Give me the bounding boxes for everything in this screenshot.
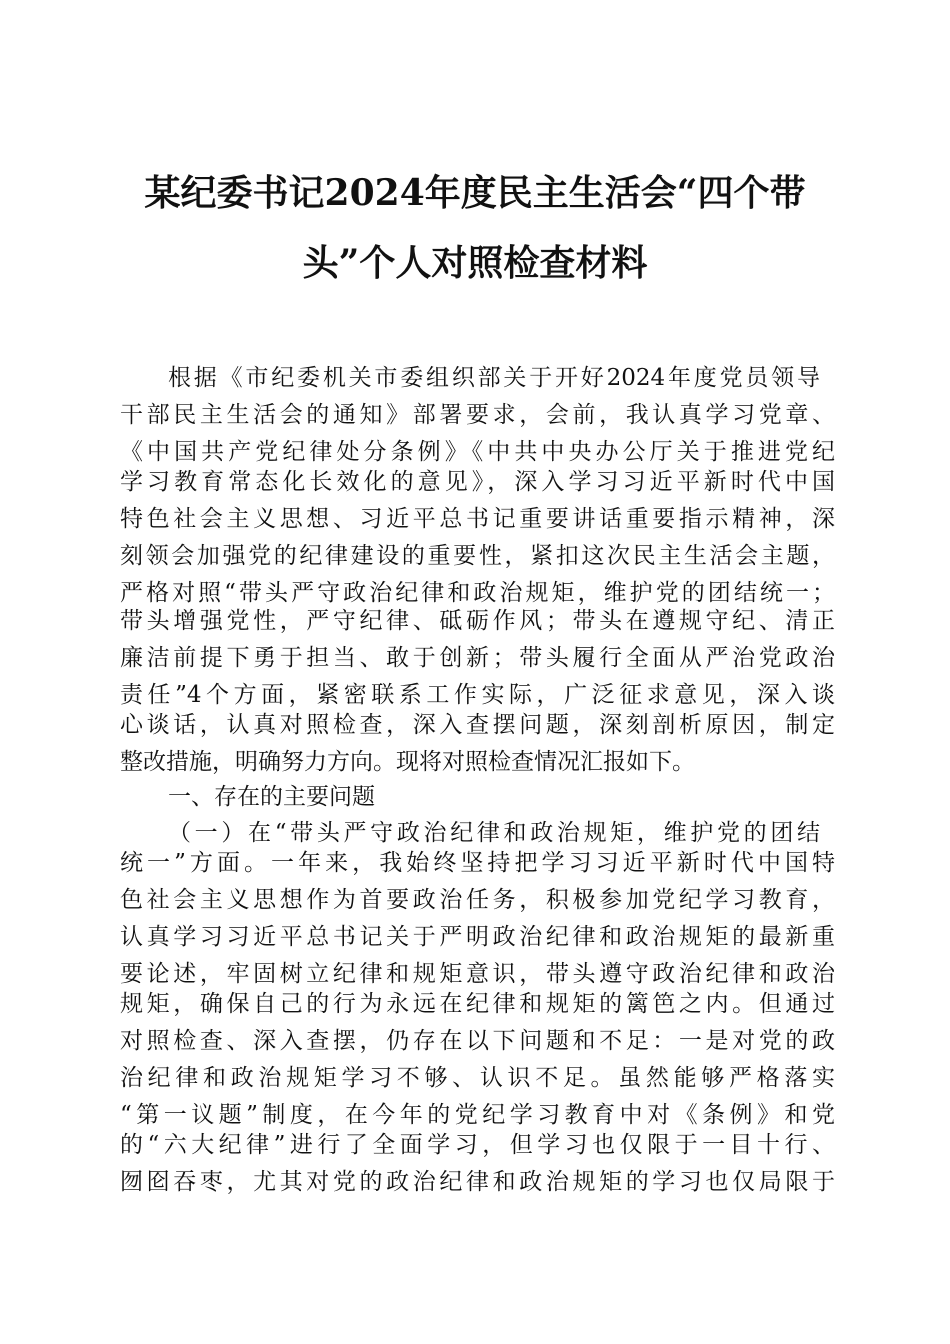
section-paragraph-line: 规矩，确保自己的行为永远在纪律和规矩的篱笆之内。但通过 (120, 991, 835, 1017)
section-paragraph-line: 色社会主义思想作为首要政治任务，积极参加党纪学习教育， (120, 887, 835, 913)
intro-paragraph-line: 干部民主生活会的通知》部署要求，会前，我认真学习党章、 (120, 402, 835, 428)
intro-paragraph-line: 《中国共产党纪律处分条例》《中共中央办公厅关于推进党纪 (120, 439, 835, 465)
section-paragraph-line: 要论述，牢固树立纪律和规矩意识，带头遵守政治纪律和政治 (120, 961, 835, 987)
intro-paragraph-line: 心谈话，认真对照检查，深入查摆问题，深刻剖析原因，制定 (120, 712, 835, 738)
intro-paragraph-line: 整改措施，明确努力方向。现将对照检查情况汇报如下。 (120, 749, 695, 775)
section-paragraph-line: 对照检查、深入查摆，仍存在以下问题和不足：一是对党的政 (120, 1028, 835, 1054)
intro-paragraph-line: 特色社会主义思想、习近平总书记重要讲话重要指示精神，深 (120, 506, 835, 532)
section-paragraph-line: 治纪律和政治规矩学习不够、认识不足。虽然能够严格落实 (120, 1065, 835, 1091)
section-paragraph-line: 的“六大纪律”进行了全面学习，但学习也仅限于一目十行、 (120, 1132, 835, 1158)
intro-paragraph-line: 学习教育常态化长效化的意见》，深入学习习近平新时代中国 (120, 469, 835, 495)
document-title-line-2: 头”个人对照检查材料 (302, 242, 648, 284)
intro-paragraph-line: 根据《市纪委机关市委组织部关于开好2024年度党员领导 (168, 365, 820, 391)
section-paragraph-line: 囫囵吞枣，尤其对党的政治纪律和政治规矩的学习也仅局限于 (120, 1169, 835, 1195)
document-title-line-1: 某纪委书记2024年度民主生活会“四个带 (144, 172, 806, 214)
intro-paragraph-line: 严格对照“带头严守政治纪律和政治规矩，维护党的团结统一； (120, 580, 835, 606)
intro-paragraph-line: 带头增强党性，严守纪律、砥砺作风；带头在遵规守纪、清正 (120, 608, 835, 634)
intro-paragraph-line: 刻领会加强党的纪律建设的重要性，紧扣这次民主生活会主题， (120, 543, 835, 569)
intro-paragraph-line: 廉洁前提下勇于担当、敢于创新；带头履行全面从严治党政治 (120, 645, 835, 671)
section-paragraph-line: 认真学习习近平总书记关于严明政治纪律和政治规矩的最新重 (120, 924, 835, 950)
intro-paragraph-line: 责任”4个方面，紧密联系工作实际，广泛征求意见，深入谈 (120, 682, 835, 708)
section-heading: 一、存在的主要问题 (168, 784, 375, 810)
section-paragraph-line: （一）在“带头严守政治纪律和政治规矩，维护党的团结 (168, 820, 820, 846)
section-paragraph-line: 统一”方面。一年来，我始终坚持把学习习近平新时代中国特 (120, 850, 835, 876)
section-paragraph-line: “第一议题”制度，在今年的党纪学习教育中对《条例》和党 (120, 1102, 835, 1128)
